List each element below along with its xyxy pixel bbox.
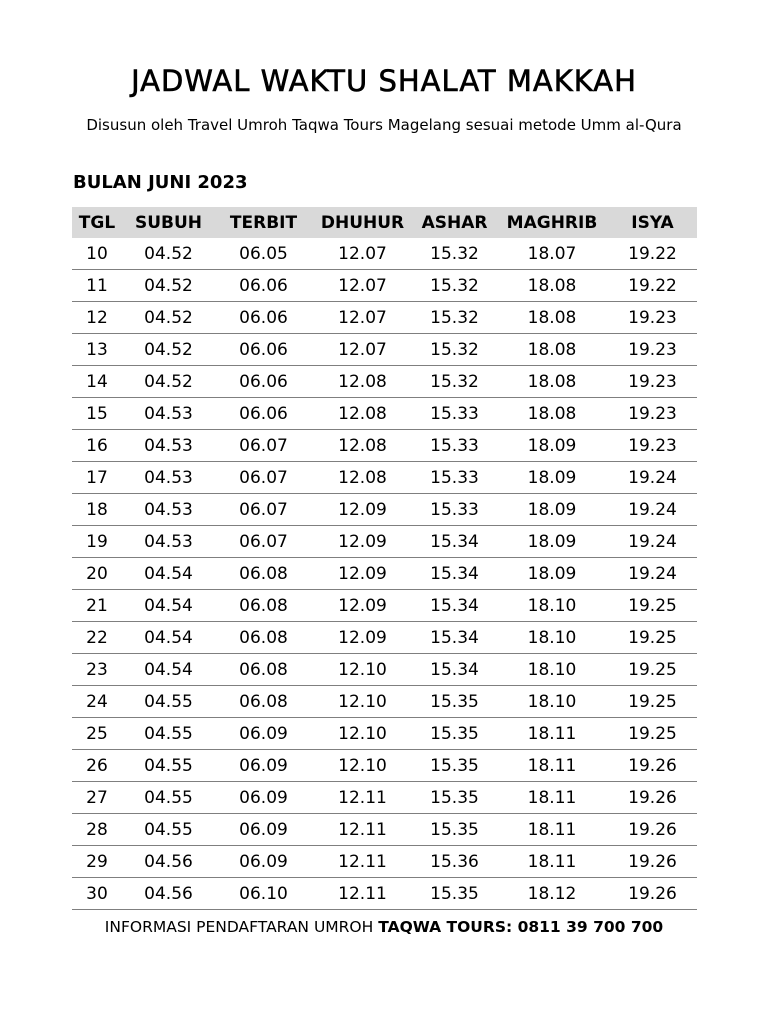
cell-ashar: 15.32 [413, 270, 496, 302]
cell-ashar: 15.32 [413, 302, 496, 334]
cell-dhuhur: 12.11 [312, 878, 413, 910]
column-header-dhuhur: DHUHUR [312, 207, 413, 238]
cell-tgl: 21 [72, 590, 122, 622]
cell-maghrib: 18.09 [496, 526, 608, 558]
cell-ashar: 15.35 [413, 878, 496, 910]
cell-isya: 19.26 [608, 750, 697, 782]
cell-isya: 19.23 [608, 334, 697, 366]
cell-tgl: 22 [72, 622, 122, 654]
cell-tgl: 13 [72, 334, 122, 366]
cell-maghrib: 18.10 [496, 622, 608, 654]
column-header-ashar: ASHAR [413, 207, 496, 238]
column-header-subuh: SUBUH [122, 207, 215, 238]
cell-tgl: 29 [72, 846, 122, 878]
cell-maghrib: 18.11 [496, 814, 608, 846]
cell-isya: 19.25 [608, 654, 697, 686]
cell-terbit: 06.06 [215, 270, 312, 302]
cell-subuh: 04.54 [122, 558, 215, 590]
page-subtitle: Disusun oleh Travel Umroh Taqwa Tours Magelang sesuai metode Umm al-Qura [86, 116, 682, 134]
table-row [72, 558, 697, 590]
cell-isya: 19.26 [608, 878, 697, 910]
table-row [72, 782, 697, 814]
column-header-tgl: TGL [72, 207, 122, 238]
cell-dhuhur: 12.07 [312, 238, 413, 270]
cell-maghrib: 18.12 [496, 878, 608, 910]
cell-isya: 19.26 [608, 846, 697, 878]
table-header-row [72, 207, 697, 238]
cell-terbit: 06.10 [215, 878, 312, 910]
cell-isya: 19.22 [608, 270, 697, 302]
table-row [72, 878, 697, 910]
cell-isya: 19.24 [608, 526, 697, 558]
cell-ashar: 15.36 [413, 846, 496, 878]
cell-maghrib: 18.10 [496, 686, 608, 718]
table-body [72, 238, 697, 910]
cell-terbit: 06.07 [215, 430, 312, 462]
page-title: JADWAL WAKTU SHALAT MAKKAH [131, 64, 637, 98]
table-row [72, 302, 697, 334]
cell-tgl: 18 [72, 494, 122, 526]
cell-terbit: 06.09 [215, 846, 312, 878]
cell-subuh: 04.53 [122, 398, 215, 430]
table-row [72, 622, 697, 654]
cell-isya: 19.24 [608, 494, 697, 526]
cell-subuh: 04.53 [122, 494, 215, 526]
table-row [72, 686, 697, 718]
cell-dhuhur: 12.09 [312, 494, 413, 526]
cell-isya: 19.23 [608, 302, 697, 334]
cell-terbit: 06.06 [215, 334, 312, 366]
cell-terbit: 06.07 [215, 526, 312, 558]
cell-dhuhur: 12.11 [312, 814, 413, 846]
cell-dhuhur: 12.09 [312, 590, 413, 622]
cell-isya: 19.25 [608, 718, 697, 750]
cell-tgl: 25 [72, 718, 122, 750]
table-row [72, 494, 697, 526]
cell-maghrib: 18.08 [496, 270, 608, 302]
cell-dhuhur: 12.08 [312, 398, 413, 430]
cell-subuh: 04.55 [122, 686, 215, 718]
cell-maghrib: 18.07 [496, 238, 608, 270]
cell-subuh: 04.55 [122, 782, 215, 814]
cell-tgl: 16 [72, 430, 122, 462]
table-row [72, 366, 697, 398]
cell-subuh: 04.52 [122, 270, 215, 302]
cell-tgl: 12 [72, 302, 122, 334]
cell-dhuhur: 12.10 [312, 718, 413, 750]
cell-terbit: 06.07 [215, 462, 312, 494]
table-row [72, 814, 697, 846]
column-header-terbit: TERBIT [215, 207, 312, 238]
cell-tgl: 28 [72, 814, 122, 846]
cell-tgl: 19 [72, 526, 122, 558]
cell-subuh: 04.52 [122, 366, 215, 398]
cell-dhuhur: 12.07 [312, 270, 413, 302]
cell-isya: 19.26 [608, 782, 697, 814]
cell-ashar: 15.35 [413, 814, 496, 846]
cell-terbit: 06.06 [215, 366, 312, 398]
cell-ashar: 15.35 [413, 718, 496, 750]
table-row [72, 526, 697, 558]
table-row [72, 398, 697, 430]
cell-terbit: 06.09 [215, 814, 312, 846]
cell-maghrib: 18.10 [496, 654, 608, 686]
table-row [72, 334, 697, 366]
cell-tgl: 24 [72, 686, 122, 718]
cell-isya: 19.23 [608, 366, 697, 398]
table-row [72, 718, 697, 750]
cell-tgl: 15 [72, 398, 122, 430]
cell-subuh: 04.54 [122, 590, 215, 622]
cell-subuh: 04.56 [122, 878, 215, 910]
cell-maghrib: 18.08 [496, 302, 608, 334]
cell-tgl: 30 [72, 878, 122, 910]
cell-tgl: 14 [72, 366, 122, 398]
cell-tgl: 23 [72, 654, 122, 686]
cell-isya: 19.23 [608, 430, 697, 462]
cell-tgl: 20 [72, 558, 122, 590]
cell-maghrib: 18.08 [496, 334, 608, 366]
cell-isya: 19.25 [608, 686, 697, 718]
month-label: BULAN JUNI 2023 [73, 172, 248, 193]
cell-subuh: 04.53 [122, 526, 215, 558]
cell-dhuhur: 12.11 [312, 846, 413, 878]
cell-terbit: 06.08 [215, 622, 312, 654]
cell-tgl: 27 [72, 782, 122, 814]
cell-dhuhur: 12.10 [312, 750, 413, 782]
column-header-isya: ISYA [608, 207, 697, 238]
prayer-times-table [72, 207, 697, 910]
cell-terbit: 06.08 [215, 654, 312, 686]
cell-dhuhur: 12.07 [312, 334, 413, 366]
cell-terbit: 06.06 [215, 302, 312, 334]
cell-maghrib: 18.11 [496, 718, 608, 750]
cell-isya: 19.26 [608, 814, 697, 846]
cell-dhuhur: 12.09 [312, 558, 413, 590]
table-row [72, 750, 697, 782]
cell-tgl: 10 [72, 238, 122, 270]
cell-subuh: 04.52 [122, 238, 215, 270]
cell-maghrib: 18.09 [496, 462, 608, 494]
cell-dhuhur: 12.08 [312, 462, 413, 494]
cell-terbit: 06.09 [215, 718, 312, 750]
cell-subuh: 04.55 [122, 750, 215, 782]
cell-isya: 19.25 [608, 622, 697, 654]
cell-maghrib: 18.08 [496, 366, 608, 398]
cell-terbit: 06.05 [215, 238, 312, 270]
cell-terbit: 06.09 [215, 782, 312, 814]
cell-isya: 19.22 [608, 238, 697, 270]
cell-ashar: 15.35 [413, 686, 496, 718]
table-row [72, 590, 697, 622]
cell-maghrib: 18.11 [496, 846, 608, 878]
cell-isya: 19.24 [608, 558, 697, 590]
cell-maghrib: 18.09 [496, 430, 608, 462]
registration-contact: TAQWA TOURS: 0811 39 700 700 [378, 918, 664, 936]
cell-ashar: 15.34 [413, 654, 496, 686]
cell-maghrib: 18.11 [496, 782, 608, 814]
cell-subuh: 04.56 [122, 846, 215, 878]
cell-ashar: 15.33 [413, 430, 496, 462]
cell-ashar: 15.33 [413, 462, 496, 494]
cell-ashar: 15.35 [413, 750, 496, 782]
cell-subuh: 04.53 [122, 462, 215, 494]
cell-dhuhur: 12.10 [312, 654, 413, 686]
cell-isya: 19.23 [608, 398, 697, 430]
cell-maghrib: 18.08 [496, 398, 608, 430]
cell-subuh: 04.55 [122, 718, 215, 750]
column-header-maghrib: MAGHRIB [496, 207, 608, 238]
cell-ashar: 15.32 [413, 366, 496, 398]
cell-ashar: 15.32 [413, 238, 496, 270]
cell-terbit: 06.07 [215, 494, 312, 526]
table-row [72, 654, 697, 686]
table-row [72, 462, 697, 494]
cell-dhuhur: 12.11 [312, 782, 413, 814]
table-row [72, 238, 697, 270]
cell-ashar: 15.34 [413, 590, 496, 622]
cell-dhuhur: 12.09 [312, 526, 413, 558]
table-row [72, 430, 697, 462]
cell-ashar: 15.34 [413, 622, 496, 654]
cell-subuh: 04.53 [122, 430, 215, 462]
cell-ashar: 15.32 [413, 334, 496, 366]
table-row [72, 846, 697, 878]
cell-terbit: 06.08 [215, 558, 312, 590]
cell-tgl: 17 [72, 462, 122, 494]
cell-subuh: 04.52 [122, 302, 215, 334]
cell-subuh: 04.52 [122, 334, 215, 366]
cell-dhuhur: 12.08 [312, 430, 413, 462]
cell-isya: 19.24 [608, 462, 697, 494]
cell-dhuhur: 12.09 [312, 622, 413, 654]
cell-ashar: 15.35 [413, 782, 496, 814]
registration-info [0, 918, 768, 936]
cell-terbit: 06.09 [215, 750, 312, 782]
cell-tgl: 26 [72, 750, 122, 782]
cell-ashar: 15.34 [413, 558, 496, 590]
cell-terbit: 06.08 [215, 686, 312, 718]
cell-dhuhur: 12.08 [312, 366, 413, 398]
cell-maghrib: 18.11 [496, 750, 608, 782]
cell-maghrib: 18.10 [496, 590, 608, 622]
cell-maghrib: 18.09 [496, 494, 608, 526]
cell-subuh: 04.54 [122, 622, 215, 654]
registration-info-label: INFORMASI PENDAFTARAN UMROH [104, 918, 379, 936]
cell-isya: 19.25 [608, 590, 697, 622]
cell-ashar: 15.33 [413, 398, 496, 430]
cell-tgl: 11 [72, 270, 122, 302]
table-row [72, 270, 697, 302]
cell-terbit: 06.06 [215, 398, 312, 430]
cell-maghrib: 18.09 [496, 558, 608, 590]
cell-subuh: 04.54 [122, 654, 215, 686]
cell-terbit: 06.08 [215, 590, 312, 622]
cell-subuh: 04.55 [122, 814, 215, 846]
cell-ashar: 15.34 [413, 526, 496, 558]
cell-ashar: 15.33 [413, 494, 496, 526]
cell-dhuhur: 12.07 [312, 302, 413, 334]
cell-dhuhur: 12.10 [312, 686, 413, 718]
